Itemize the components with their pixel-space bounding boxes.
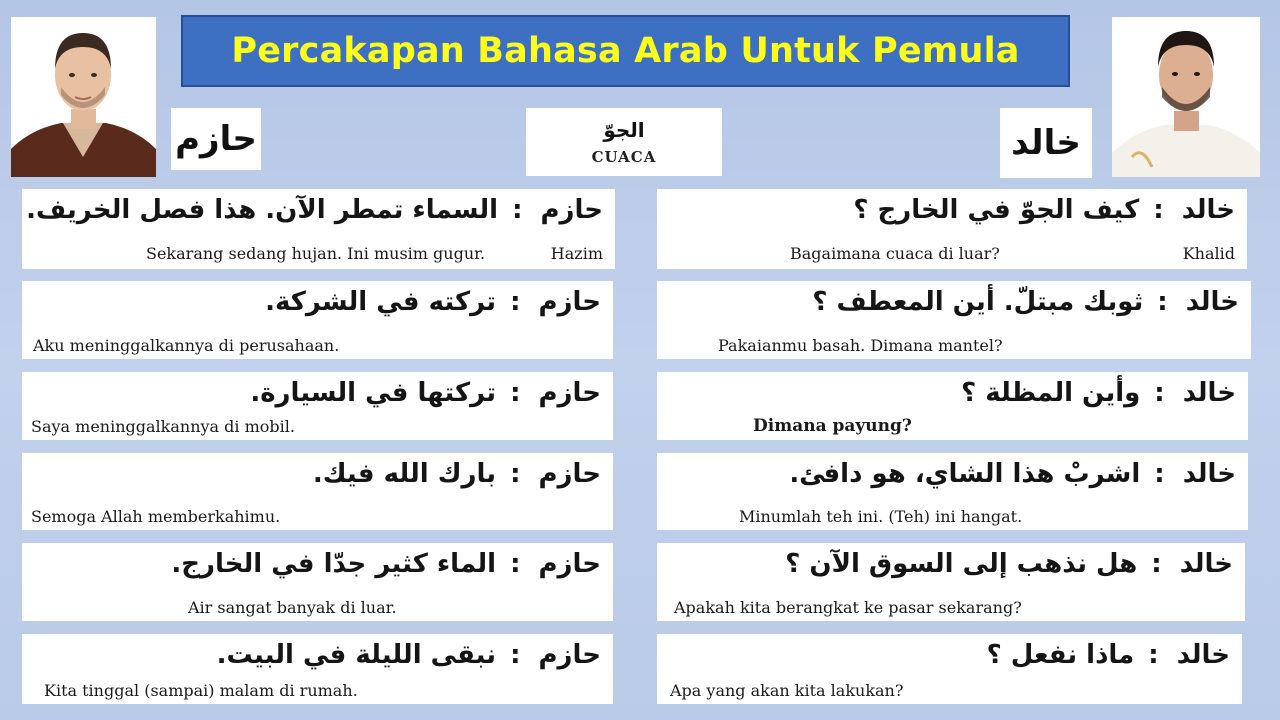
separator: : [510,459,521,489]
arabic-line [171,549,601,579]
arabic-text: بارك الله فيك. [312,459,497,489]
translation-text: Apa yang akan kita lakukan? [670,681,904,700]
arabic-line [250,378,601,408]
separator: : [1148,640,1159,670]
speaker-name: خالد [1181,195,1235,225]
translation-text: Bagaimana cuaca di luar? [790,244,1000,263]
hazim-line-1 [22,189,615,269]
arabic-text: تركته في الشركة. [265,287,497,317]
hazim-name-text: حازم [175,119,257,159]
arabic-text: كيف الجوّ في الخارج ؟ [853,195,1140,225]
arabic-line [812,287,1239,317]
arabic-line [26,195,603,225]
translation-text: Sekarang sedang hujan. Ini musim gugur. [146,244,486,263]
speaker-latin-name: Hazim [550,244,603,263]
separator: : [1154,378,1165,408]
separator: : [1154,459,1165,489]
arabic-line [987,640,1230,670]
separator: : [1153,195,1164,225]
arabic-text: السماء تمطر الآن. هذا فصل الخريف. [26,195,499,225]
speaker-name: حازم [538,640,601,670]
translation-text: Apakah kita berangkat ke pasar sekarang? [674,598,1022,617]
hazim-line-3 [22,372,613,440]
hazim-line-4 [22,453,613,530]
hazim-portrait-image [11,17,156,177]
arabic-line [853,195,1235,225]
hazim-portrait [11,17,156,177]
khalid-line-3 [657,372,1248,440]
khalid-name-text: خالد [1011,123,1081,163]
topic-indonesian: CUACA [591,148,657,166]
translation-text: Minumlah teh ini. (Teh) ini hangat. [739,507,1023,526]
separator: : [512,195,523,225]
arabic-line [265,287,601,317]
speaker-name: حازم [538,287,601,317]
translation-text: Aku meninggalkannya di perusahaan. [33,336,340,355]
separator: : [510,640,521,670]
topic-box [526,108,722,176]
khalid-line-1 [657,189,1247,269]
hazim-line-6 [22,634,613,704]
speaker-latin-name: Khalid [1182,244,1235,263]
khalid-line-5 [657,543,1245,621]
page-title: Percakapan Bahasa Arab Untuk Pemula [231,31,1020,71]
arabic-text: اشربْ هذا الشاي، هو دافئ. [789,459,1141,489]
separator: : [1157,287,1168,317]
title-banner [181,15,1070,87]
khalid-name-label [1000,108,1092,178]
speaker-name: حازم [540,195,603,225]
hazim-line-5 [22,543,613,621]
khalid-portrait-image [1112,17,1260,177]
translation-text: Pakaianmu basah. Dimana mantel? [718,336,1003,355]
speaker-name: خالد [1179,549,1233,579]
speaker-name: حازم [538,459,601,489]
khalid-portrait [1112,17,1260,177]
arabic-line [789,459,1236,489]
translation-text: Semoga Allah memberkahimu. [31,507,281,526]
translation-text: Saya meninggalkannya di mobil. [31,417,295,436]
arabic-text: ثوبك مبتلّ. أين المعطف ؟ [812,287,1144,317]
hazim-name-label [171,108,261,170]
khalid-line-2 [657,281,1251,359]
speaker-name: حازم [538,378,601,408]
separator: : [510,287,521,317]
arabic-line [217,640,601,670]
separator: : [510,549,521,579]
arabic-text: نبقى الليلة في البيت. [216,640,497,670]
speaker-name: خالد [1185,287,1239,317]
hazim-line-2 [22,281,613,359]
speaker-name: خالد [1176,640,1230,670]
arabic-text: الماء كثير جدّا في الخارج. [171,549,497,579]
arabic-text: تركتها في السيارة. [250,378,497,408]
khalid-line-6 [657,634,1242,704]
arabic-line [785,549,1233,579]
arabic-text: وأين المظلة ؟ [961,378,1141,408]
arabic-text: هل نذهب إلى السوق الآن ؟ [785,549,1138,579]
arabic-line [961,378,1236,408]
arabic-text: ماذا نفعل ؟ [986,640,1135,670]
speaker-name: خالد [1182,459,1236,489]
arabic-line [313,459,601,489]
translation-text: Air sangat banyak di luar. [188,598,397,617]
translation-text: Dimana payung? [753,416,912,436]
separator: : [1151,549,1162,579]
speaker-name: خالد [1182,378,1236,408]
translation-text: Kita tinggal (sampai) malam di rumah. [44,681,358,700]
khalid-line-4 [657,453,1248,530]
topic-arabic: الجوّ [603,118,645,142]
speaker-name: حازم [538,549,601,579]
separator: : [510,378,521,408]
